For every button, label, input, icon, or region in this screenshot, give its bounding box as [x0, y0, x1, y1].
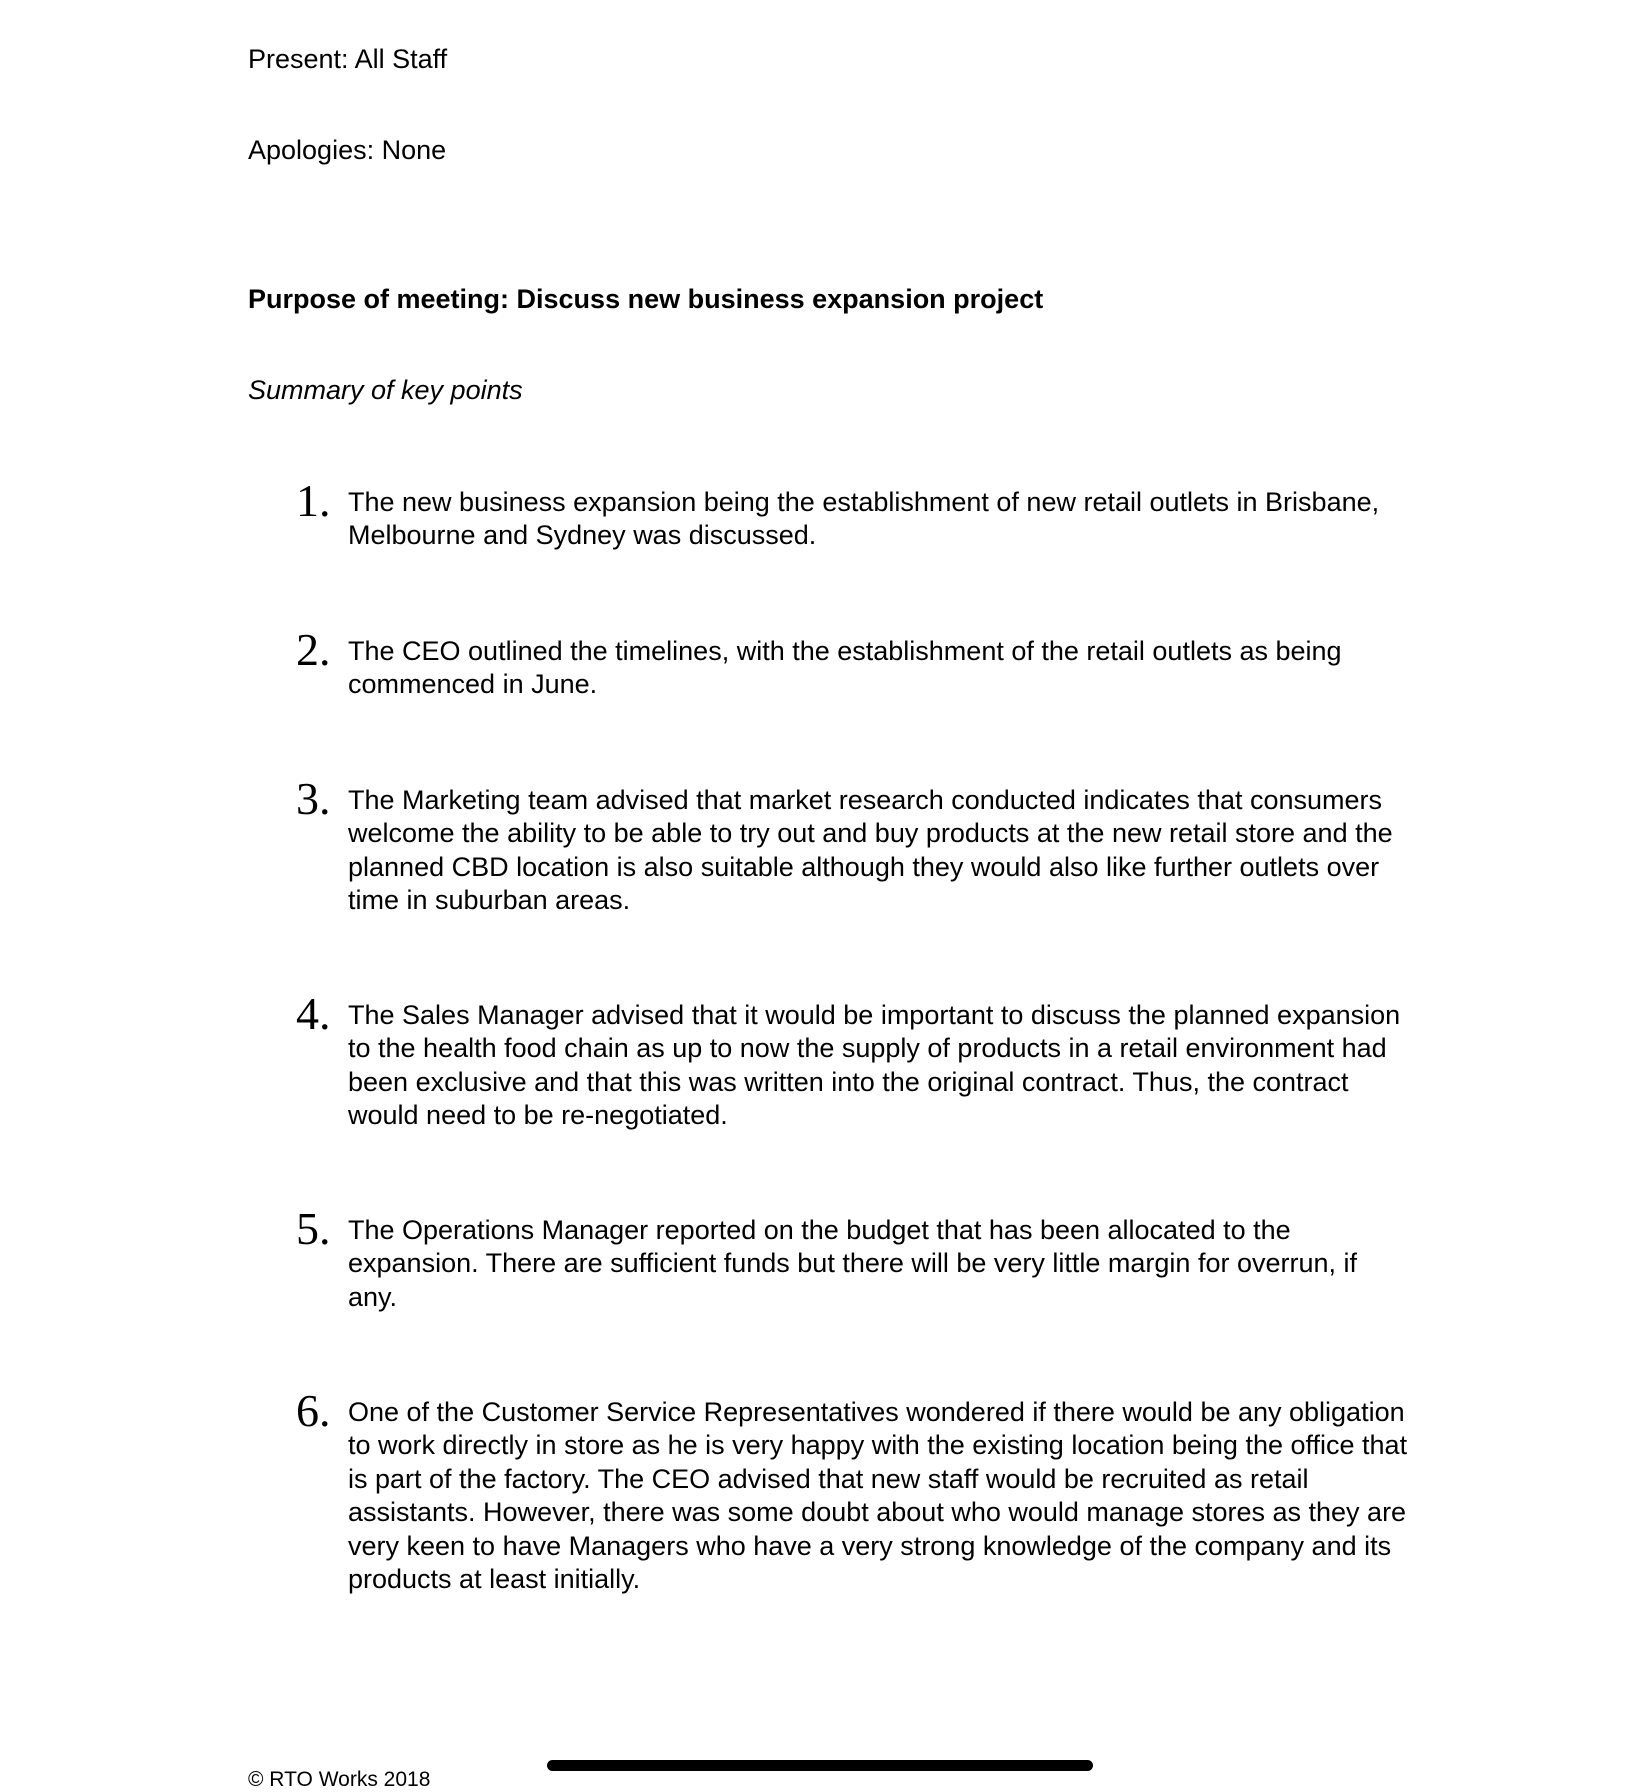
copyright-footer: © RTO Works 2018 — [248, 1768, 431, 1791]
list-item-number: 3. — [296, 773, 331, 824]
list-item-text: The Marketing team advised that market research conducted indicates that consumers welcome the ability to be able to try out and buy products at the new retail store and the planned CBD location is also suitable although they would also like further outlets over time in suburban areas. — [348, 785, 1393, 916]
list-item-text: The CEO outlined the timelines, with the establishment of the retail outlets as being commenced in June. — [348, 636, 1342, 700]
list-item-number: 5. — [296, 1203, 331, 1254]
list-item-number: 2. — [296, 624, 331, 675]
list-item-text: The Operations Manager reported on the budget that has been allocated to the expansion. There are sufficient funds but there will be very little margin for overrun, if any. — [348, 1215, 1358, 1312]
list-item-text: The Sales Manager advised that it would be important to discuss the planned expansion to the health food chain as up to now the supply of products in a retail environment had been exclusive and that this was written into the original contract. Thus, the contract would need to be re-negotiated. — [348, 1000, 1401, 1131]
list-item-number: 4. — [296, 988, 331, 1039]
meeting-purpose-heading: Purpose of meeting: Discuss new business expansion project — [248, 284, 1044, 314]
summary-heading: Summary of key points — [248, 375, 523, 405]
home-indicator-bar[interactable] — [547, 1760, 1093, 1771]
list-item-number: 6. — [296, 1385, 331, 1436]
present-line: Present: All Staff — [248, 44, 448, 74]
list-item-text: The new business expansion being the establishment of new retail outlets in Brisbane, Melbourne and Sydney was discussed. — [348, 487, 1380, 551]
apologies-line: Apologies: None — [248, 135, 447, 165]
list-item-text: One of the Customer Service Representatives wondered if there would be any obligation to work directly in store as he is very happy with the existing location being the office that is part of the factory. The CEO advised that new staff would be recruited as retail assistants. However, there was some doubt about who would manage stores as they are very keen to have Managers who have a very strong knowledge of the company and its products at least initially. — [348, 1397, 1408, 1595]
list-item-number: 1. — [296, 475, 331, 526]
